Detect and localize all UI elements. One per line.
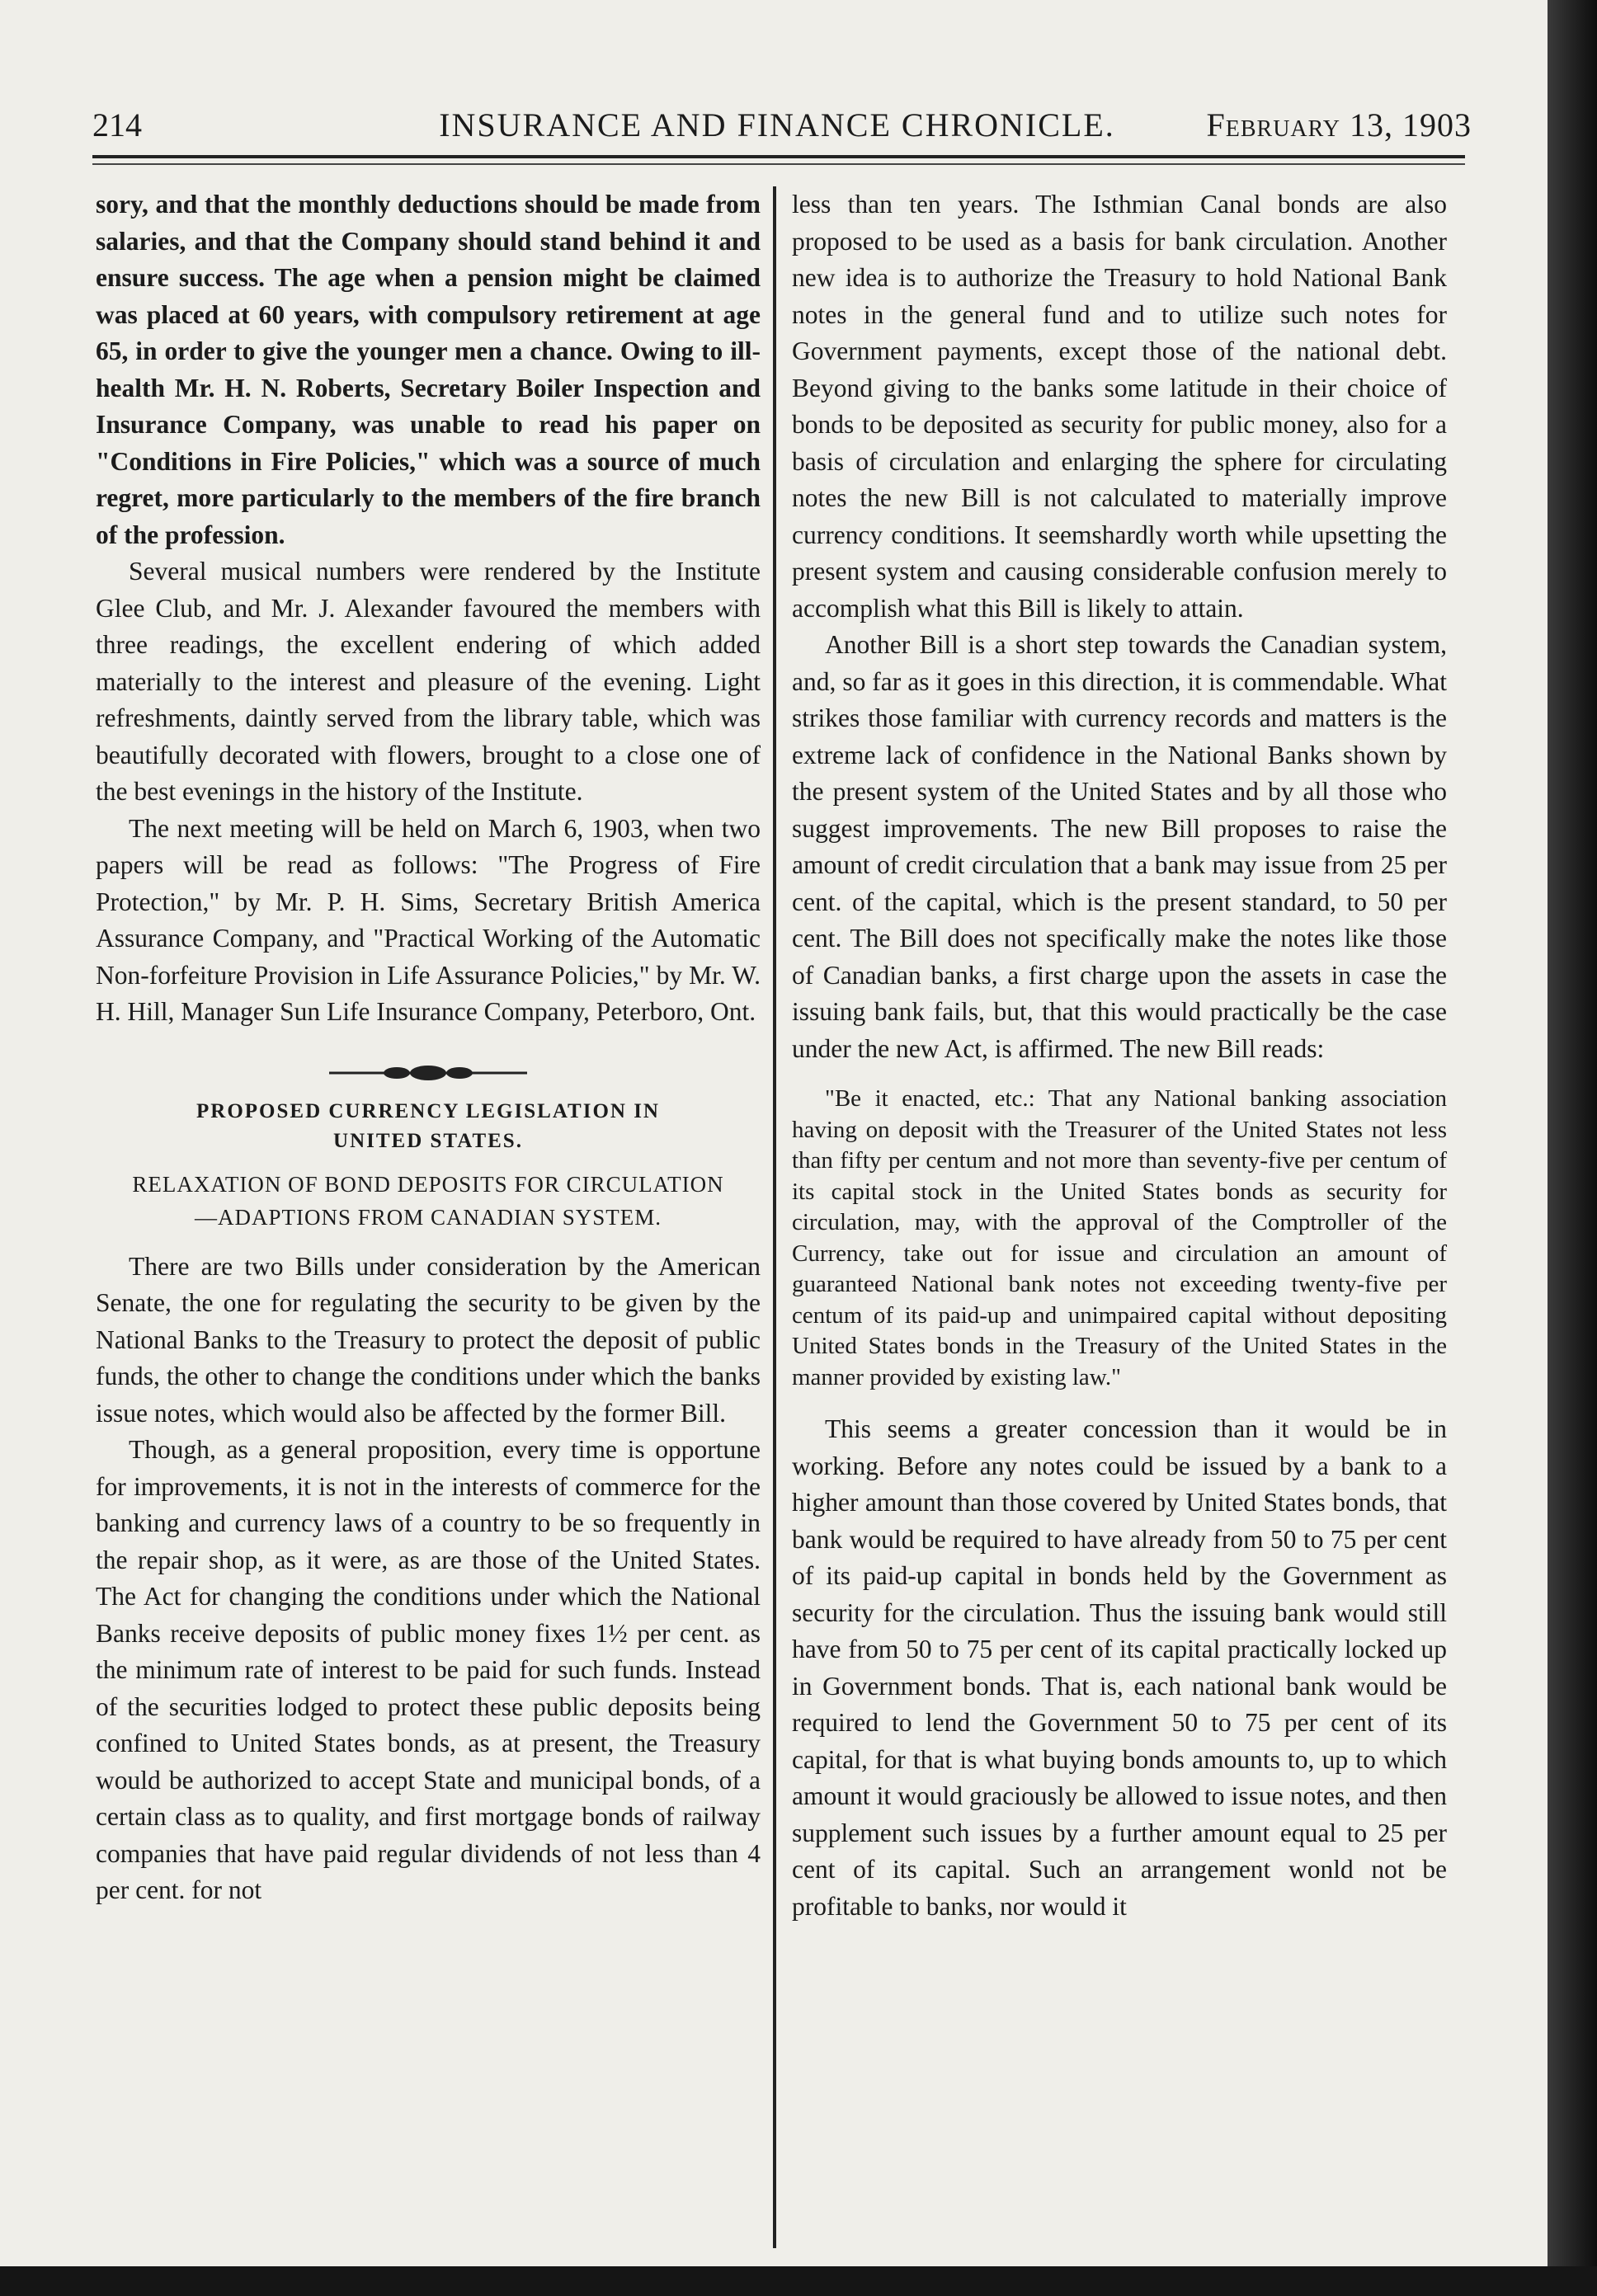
header-rule (92, 155, 1465, 158)
header-rule-thin (92, 163, 1465, 165)
page-number: 214 (92, 106, 142, 144)
ornament-flourish-icon (329, 1061, 527, 1085)
subheading-line-1: RELAXATION OF BOND DEPOSITS FOR CIRCULATION (132, 1171, 724, 1197)
section-heading-line-2: UNITED STATES. (333, 1129, 523, 1152)
journal-title: INSURANCE AND FINANCE CHRONICLE. (439, 106, 1115, 144)
left-paragraph-2: Several musical numbers were rendered by the Institute Glee Club, and Mr. J. Alexander favoured the members with three readings, the excellent endering of which added materially to the interest and pleasure of the evening. Light refreshments, daintly served from the library table, which was beautifully decorated with flowers, brought to a close one of the best evenings in the history of the Institute. (96, 557, 761, 806)
right-paragraph-1: less than ten years. The Isthmian Canal bonds are also proposed to be used as a basis for bank circulation. Another new idea is to authorize the Treasury to hold National Bank notes in the general fund and to utilize such notes for Government payments, except those of the national debt. Beyond giving to the banks some latitude in their choice of bonds to be deposited as security for public money, also for a basis of circulation and enlarging the sphere for circulating notes the new Bill is not calculated to materially improve currency conditions. It seemshardly worth while upsetting the present system and causing considerable confusion merely to accomplish what this Bill is likely to attain. (792, 190, 1447, 623)
page-bottom-shadow (0, 2266, 1597, 2296)
right-paragraph-3: This seems a greater concession than it would be in working. Before any notes could be issued by a bank to a higher amount than those covered by United States bonds, that bank would be required to have already from 50 to 75 per cent of its paid-up capital in bonds held by the Government as security for the circulation. Thus the issuing bank would still have from 50 to 75 per cent of its capital practically locked up in Government bonds. That is, each national bank would be required to lend the Government 50 to 75 per cent of its capital, for that is what buying bonds amounts to, up to which amount it would graciously be allowed to issue notes, and then supplement such issues by a further amount equal to 25 per cent of its capital. Such an arrangement wonld not be profitable to banks, nor would it (792, 1414, 1447, 1921)
left-paragraph-4: There are two Bills under consideration by the American Senate, the one for regulating the security to be given by the National Banks to the Treasury to protect the deposit of public funds, the other to change the conditions under which the banks issue notes, which would also be affected by the former Bill. (96, 1251, 761, 1428)
left-column (96, 186, 761, 1909)
column-divider (773, 186, 776, 2248)
section-ornament (96, 1061, 761, 1085)
section-subheading (96, 1168, 761, 1234)
page-header (92, 106, 1472, 152)
section-heading-line-1: PROPOSED CURRENCY LEGISLATION IN (196, 1099, 660, 1122)
right-paragraph-2: Another Bill is a short step towards the Canadian system, and, so far as it goes in this direction, it is commendable. What strikes those familiar with currency records and matters is the extreme lack of confidence in the National Banks shown by the present system of the United States and by all those who suggest improvements. The new Bill proposes to raise the amount of credit circulation that a bank may issue from 25 per cent. of the capital, which is the present standard, to 50 per cent. The Bill does not specifically make the notes like those of Canadian banks, a first charge upon the assets in case the issuing bank fails, but, that this would practically be the case under the new Act, is affirmed. The new Bill reads: (792, 630, 1447, 1063)
bill-quotation (792, 1084, 1447, 1393)
subheading-line-2: —ADAPTIONS FROM CANADIAN SYSTEM. (194, 1204, 662, 1230)
page-edge-shadow (1548, 0, 1597, 2296)
bill-quotation-text: "Be it enacted, etc.: That any National banking association having on deposit with the Treasurer of the United States not less than fifty per centum and not more than seventy-five per centum of its capital stock in the United States bonds as security for circulation, may, with the approval of the Comptroller of the Currency, take out for issue and circulation an amount of guaranteed National bank notes not exceeding twenty-five per centum of its paid-up and unimpaired capital without depositing United States bonds in the Treasury of the United States in the manner provided by existing law." (792, 1085, 1447, 1390)
issue-date: February 13, 1903 (1206, 106, 1472, 144)
left-paragraph-5: Though, as a general proposition, every time is opportune for improvements, it is not in the interests of commerce for the banking and currency laws of a country to be so frequently in the repair shop, as it were, as are those of the United States. The Act for changing the conditions under which the National Banks receive deposits of public money fixes 1½ per cent. as the minimum rate of interest to be paid for such funds. Instead of the securities lodged to protect these public deposits being confined to United States bonds, as at present, the Treasury would be authorized to accept State and municipal bonds, of a certain class as to quality, and first mortgage bonds of railway companies that have paid regular dividends of not less than 4 per cent. for not (96, 1435, 761, 1904)
left-paragraph-3: The next meeting will be held on March 6, 1903, when two papers will be read as follows: "The Progress of Fire Protection," by Mr. P. H. Sims, Secretary British America Assurance Company, and "Practical Working of the Automatic Non-forfeiture Provision in Life Assurance Policies," by Mr. W. H. Hill, Manager Sun Life Insurance Company, Peterboro, Ont. (96, 813, 761, 1026)
right-column (792, 186, 1447, 1925)
section-heading (96, 1097, 761, 1156)
left-paragraph-1: sory, and that the monthly deductions should be made from salaries, and that the Company should stand behind it and ensure success. The age when a pension might be claimed was placed at 60 years, with compulsory retirement at age 65, in order to give the younger men a chance. Owing to ill-health Mr. H. N. Roberts, Secretary Boiler Inspection and Insurance Company, was unable to read his paper on "Conditions in Fire Policies," which was a source of much regret, more particularly to the members of the fire branch of the profession. (96, 190, 761, 549)
